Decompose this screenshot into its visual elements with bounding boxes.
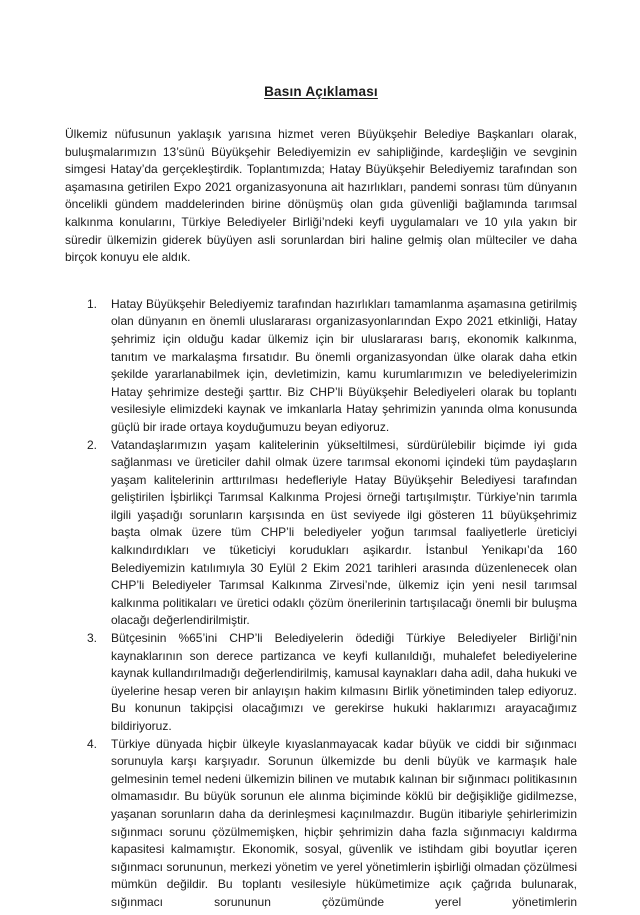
list-item-number: 4. <box>87 736 98 751</box>
list-item-text: Bütçesinin %65’ini CHP’li Belediyelerin ödediği Türkiye Belediyeler Birliği’nin kaynaklarının son derece partizanca ve keyfi kullanıldığı, muhalefet belediyelerine kaynak kullandırılmadığı değerlendirilmiş, kamusal kaynakları daha adil, daha hukuki ve üyelerine hesap veren bir anlayışın hakim kılmasını Birlik yönetiminden talep ediyoruz. Bu konunun takipçisi olacağımızı ve gerekirse hukuki haklarımızı arayacağımız bildiriyoruz. <box>111 631 577 733</box>
list-item <box>65 736 577 912</box>
document-title: Basın Açıklaması <box>264 84 378 99</box>
list-item-text: Türkiye dünyada hiçbir ülkeyle kıyaslanmayacak kadar büyük ve ciddi bir sığınmacı sorunuyla karşı karşıyadır. Sorunun ülkemizde bu denli büyük ve karmaşık hale gelmesinin temel nedeni ülkemizin bilinen ve mutabık kalınan bir sığınmacı politikasının olmamasıdır. Bu büyük sorunun ele alınma biçiminde köklü bir değişikliğe gidilmezse, yaşanan sorunların daha da derinleşmesi kaçınılmazdır. Bugün itibariyle şehirlerimizin sığınmacı sorunu çözülmemişken, hiçbir şehrimizin daha fazla sığınmacıyı kaldırma kapasitesi kalmamıştır. Ekonomik, sosyal, güvenlik ve istihdam gibi boyutlar içeren sığınmacı sorununun, merkezi yönetim ve yerel yönetimlerin işbirliği olmadan çözülmesi mümkün değildir. Bu toplantı vesilesiyle hükümetimize açık çağrıda bulunarak, sığınmacı sorununun çözümünde yerel yönetimlerin <box>111 736 577 909</box>
numbered-list <box>65 296 577 912</box>
list-item <box>65 630 577 736</box>
list-item <box>65 437 577 631</box>
list-item-number: 1. <box>87 296 98 311</box>
intro-paragraph: Ülkemiz nüfusunun yaklaşık yarısına hizmet veren Büyükşehir Belediye Başkanları olarak, buluşmalarımızın 13’sünü Büyükşehir Belediyemizin ev sahipliğinde, kardeşliğin ve sevginin simgesi Hatay’da gerçekleştirdik. Toplantımızda; Hatay Büyükşehir Belediyemiz tarafından son aşamasına getirilen Expo 2021 organizasyonuna ait hazırlıkları, pandemi sonrası tüm dünyanın öncelikli gündem maddelerinden birine dönüşmüş olan gıda güvenliği bağlamında tarımsal kalkınma konularını, Türkiye Belediyeler Birliği’ndeki keyfi uygulamaları ve 10 yıla yakın bir süredir ülkemizin giderek büyüyen asli sorunlardan biri haline gelmiş olan mülteciler ve daha birçok konuyu ele aldık. <box>65 127 577 265</box>
list-item-text: Hatay Büyükşehir Belediyemiz tarafından hazırlıkları tamamlanma aşamasına getirilmiş olan dünyanın en önemli uluslararası organizasyonlarından Expo 2021 etkinliği, Hatay şehrimiz için olduğu kadar ülkemiz için bir uluslararası barış, ekonomik kalkınma, tanıtım ve markalaşma fırsatıdır. Bu önemli organizasyondan ülke olarak daha etkin şekilde yararlanabilmek için, devletimizin, kamu kurumlarımızın ve belediyelerimizin Hatay şehrimize desteği şarttır. Biz CHP’li Büyükşehir Belediyeleri olarak bu toplantı vesilesiyle elimizdeki kaynak ve imkanlarla Hatay şehrimizin yanında olma konusunda güçlü bir irade ortaya koyduğumuzu beyan ediyoruz. <box>111 296 577 434</box>
list-item-text: Vatandaşlarımızın yaşam kalitelerinin yükseltilmesi, sürdürülebilir biçimde iyi gıda sağlanması ve üreticiler dahil olmak üzere tarımsal ekonomi içindeki tüm paydaşların yaşam kalitelerinin arttırılması hedefleriyle Hatay Büyükşehir Belediyesi tarafından geliştirilen İşbirlikçi Tarımsal Kalkınma Projesi örneği tartışılmıştır. Türkiye’nin tarımla ilgili yaşadığı sorunların karşısında en üst seviyede ilgi gösteren 11 büyükşehrimiz başta olmak üzere tüm CHP’li belediyeler yoğun tarımsal faaliyetlerle üreticiyi kalkındırdıkları ve tüketiciyi korudukları aşikardır. İstanbul Yenikapı’da 160 Belediyemizin katılımıyla 30 Eylül 2 Ekim 2021 tarihleri arasında düzenlenecek olan CHP’li Belediyeler Tarımsal Kalkınma Zirvesi’nde, ülkemiz için yeni nesil tarımsal kalkınma politikaları ve üretici odaklı çözüm önerilerinin tartışılacağı önemli bir buluşma olacağı değerlendirilmiştir. <box>111 437 577 628</box>
list-item-number: 2. <box>87 437 98 452</box>
list-item <box>65 296 577 437</box>
list-item-number: 3. <box>87 631 98 646</box>
